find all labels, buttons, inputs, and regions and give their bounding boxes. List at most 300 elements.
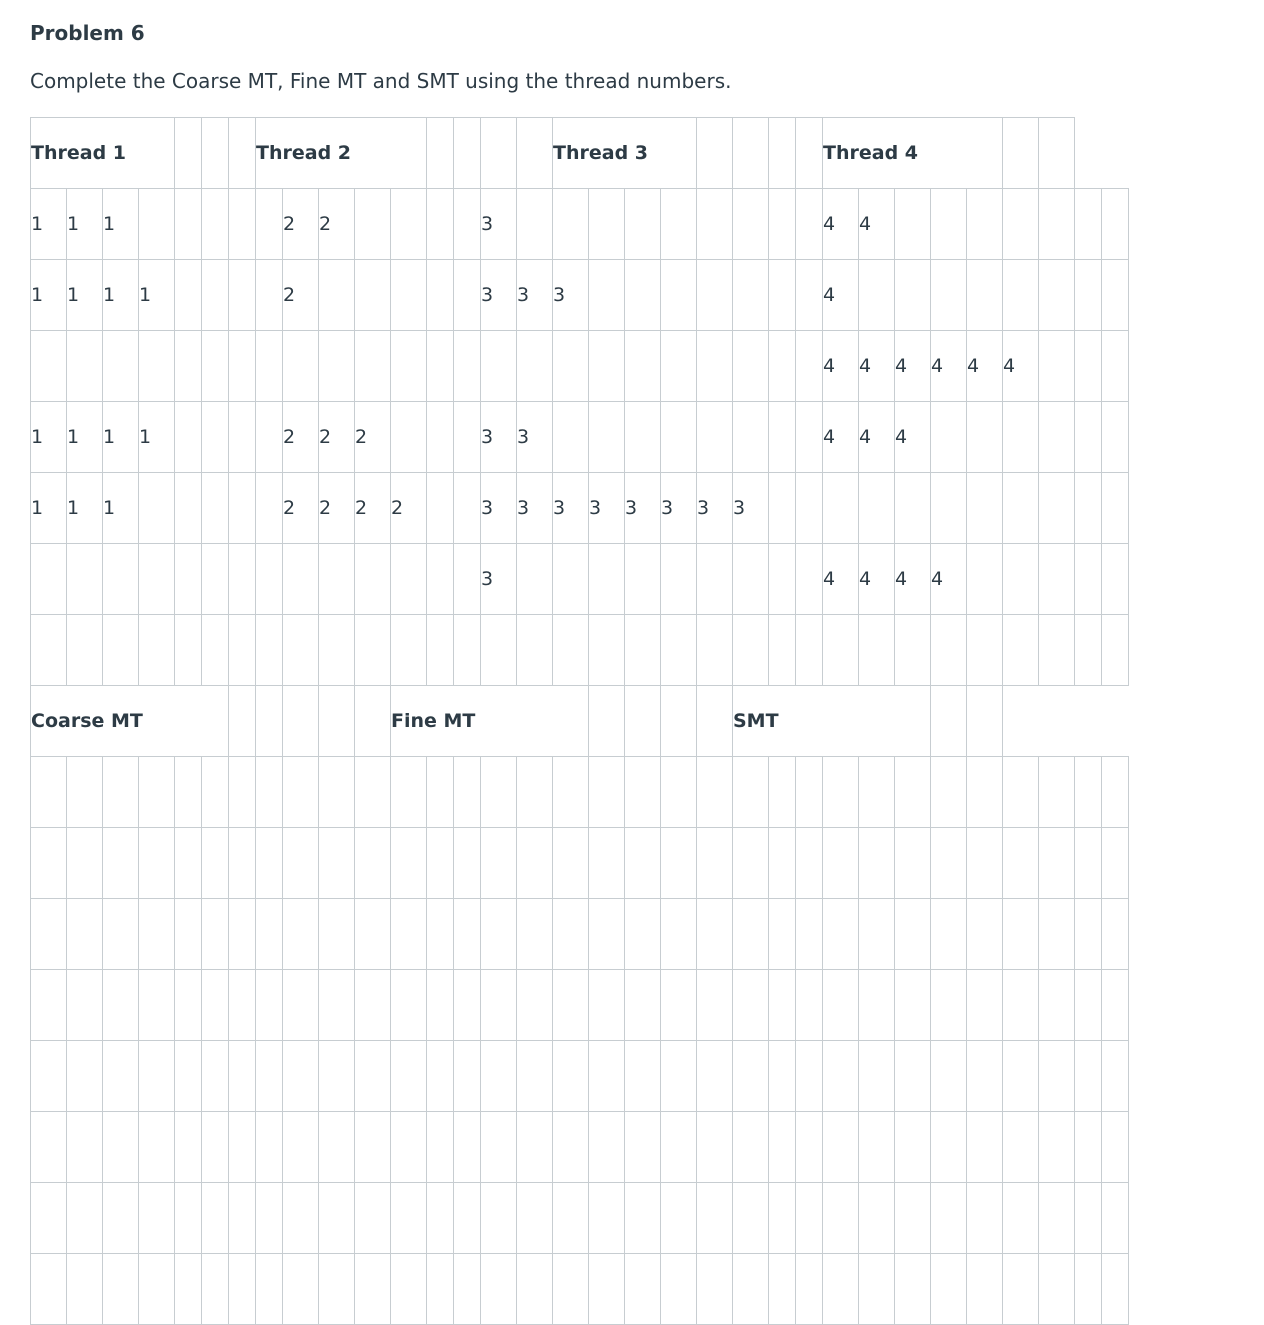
grid-cell <box>1075 473 1102 544</box>
answer-cell <box>454 1112 481 1183</box>
answer-cell <box>481 1183 517 1254</box>
answer-cell <box>355 1112 391 1183</box>
answer-cell <box>481 1112 517 1183</box>
grid-cell <box>553 402 589 473</box>
grid-cell: 1 <box>31 402 67 473</box>
answer-cell <box>589 1183 625 1254</box>
answer-cell <box>967 1254 1003 1325</box>
grid-cell: 4 <box>859 189 895 260</box>
answer-cell <box>67 1112 103 1183</box>
grid-cell <box>427 331 454 402</box>
answer-cell <box>859 899 895 970</box>
answer-cell <box>229 1112 256 1183</box>
grid-cell <box>1075 615 1102 686</box>
grid-cell <box>553 331 589 402</box>
answer-cell <box>283 1041 319 1112</box>
grid-cell <box>661 402 697 473</box>
answer-cell <box>769 1041 796 1112</box>
answer-cell <box>256 899 283 970</box>
grid-cell <box>202 331 229 402</box>
grid-cell <box>1075 260 1102 331</box>
grid-cell <box>931 473 967 544</box>
answer-cell <box>859 1254 895 1325</box>
grid-cell <box>931 189 967 260</box>
answer-cell <box>139 1254 175 1325</box>
grid-cell: 3 <box>625 473 661 544</box>
answer-cell <box>139 1112 175 1183</box>
thread-timeline-row <box>31 615 1129 686</box>
answer-row <box>31 757 1129 828</box>
answer-cell <box>859 1041 895 1112</box>
answer-cell <box>1102 1041 1129 1112</box>
answer-cell <box>697 1183 733 1254</box>
grid-cell <box>895 189 931 260</box>
grid-cell <box>1003 473 1039 544</box>
grid-cell <box>229 331 256 402</box>
grid-cell <box>391 189 427 260</box>
answer-cell <box>625 899 661 970</box>
grid-cell <box>256 615 283 686</box>
answer-row <box>31 899 1129 970</box>
grid-cell <box>553 615 589 686</box>
answer-cell <box>661 1183 697 1254</box>
answer-cell <box>1003 970 1039 1041</box>
answer-cell <box>391 828 427 899</box>
answer-cell <box>895 1041 931 1112</box>
grid-cell <box>175 260 202 331</box>
answer-cell <box>553 1254 589 1325</box>
grid-cell <box>139 615 175 686</box>
grid-cell <box>625 331 661 402</box>
answer-cell <box>283 1254 319 1325</box>
answer-cell <box>697 757 733 828</box>
answer-cell <box>355 1183 391 1254</box>
grid-cell <box>1075 544 1102 615</box>
grid-cell <box>283 331 319 402</box>
thread-timeline-row <box>31 544 1129 615</box>
grid-cell <box>967 402 1003 473</box>
answer-cell <box>823 1254 859 1325</box>
answer-cell <box>1003 828 1039 899</box>
answer-cell <box>697 1041 733 1112</box>
answer-cell <box>481 1254 517 1325</box>
coarse-mt-header: Coarse MT <box>31 686 229 757</box>
grid-cell: 3 <box>553 473 589 544</box>
grid-cell <box>1003 189 1039 260</box>
grid-cell <box>391 544 427 615</box>
answer-cell <box>67 757 103 828</box>
answer-cell <box>283 1112 319 1183</box>
answer-row <box>31 828 1129 899</box>
answer-cell <box>67 1183 103 1254</box>
grid-cell <box>1039 402 1075 473</box>
grid-cell <box>391 331 427 402</box>
grid-cell: 2 <box>283 189 319 260</box>
answer-cell <box>823 970 859 1041</box>
answer-cell <box>697 1112 733 1183</box>
grid-cell <box>967 544 1003 615</box>
answer-cell <box>1075 1254 1102 1325</box>
answer-cell <box>391 970 427 1041</box>
answer-cell <box>454 1041 481 1112</box>
grid-cell: 4 <box>823 544 859 615</box>
answer-cell <box>391 1254 427 1325</box>
timeline-grid <box>30 117 1129 1325</box>
answer-cell <box>1003 1254 1039 1325</box>
answer-cell <box>427 828 454 899</box>
thread-timeline-row <box>31 260 1129 331</box>
answer-cell <box>103 1112 139 1183</box>
answer-cell <box>355 828 391 899</box>
grid-cell <box>1039 331 1075 402</box>
answer-cell <box>589 828 625 899</box>
grid-cell <box>769 402 796 473</box>
answer-cell <box>319 1183 355 1254</box>
answer-cell <box>256 1254 283 1325</box>
answer-cell <box>139 970 175 1041</box>
grid-cell <box>769 473 796 544</box>
answer-cell <box>625 970 661 1041</box>
answer-cell <box>139 828 175 899</box>
header-cell <box>427 118 454 189</box>
grid-cell: 4 <box>967 331 1003 402</box>
answer-cell <box>202 1183 229 1254</box>
answer-cell <box>103 1183 139 1254</box>
thread-header-row <box>31 118 1129 189</box>
answer-cell <box>823 1183 859 1254</box>
grid-cell <box>139 331 175 402</box>
answer-cell <box>1003 1041 1039 1112</box>
answer-cell <box>481 1041 517 1112</box>
grid-cell: 1 <box>67 402 103 473</box>
grid-cell: 3 <box>733 473 769 544</box>
grid-cell: 2 <box>355 402 391 473</box>
answer-cell <box>1102 757 1129 828</box>
answer-cell <box>391 1183 427 1254</box>
grid-cell: 1 <box>139 260 175 331</box>
grid-cell <box>427 189 454 260</box>
answer-cell <box>427 1112 454 1183</box>
answer-cell <box>796 1183 823 1254</box>
grid-cell: 3 <box>481 473 517 544</box>
grid-cell: 1 <box>103 402 139 473</box>
grid-cell: 3 <box>517 473 553 544</box>
header-cell <box>697 118 733 189</box>
answer-cell <box>202 1041 229 1112</box>
grid-cell: 4 <box>931 544 967 615</box>
header-cell <box>229 118 256 189</box>
grid-cell <box>67 331 103 402</box>
grid-cell <box>553 189 589 260</box>
grid-cell <box>229 544 256 615</box>
answer-cell <box>454 899 481 970</box>
answer-cell <box>256 1112 283 1183</box>
answer-cell <box>175 1254 202 1325</box>
answer-cell <box>895 899 931 970</box>
answer-cell <box>67 1254 103 1325</box>
smt-header: SMT <box>733 686 931 757</box>
answer-cell <box>733 828 769 899</box>
grid-cell <box>67 615 103 686</box>
answer-cell <box>733 899 769 970</box>
grid-cell <box>769 615 796 686</box>
answer-cell <box>931 1112 967 1183</box>
answer-cell <box>967 1041 1003 1112</box>
grid-cell <box>697 615 733 686</box>
grid-cell <box>697 189 733 260</box>
grid-cell <box>1039 544 1075 615</box>
grid-cell <box>256 260 283 331</box>
grid-cell <box>967 473 1003 544</box>
grid-cell: 4 <box>931 331 967 402</box>
answer-cell <box>931 1041 967 1112</box>
answer-cell <box>553 828 589 899</box>
answer-cell <box>283 970 319 1041</box>
grid-cell <box>139 473 175 544</box>
answer-cell <box>859 757 895 828</box>
grid-cell <box>796 544 823 615</box>
header-cell <box>319 686 355 757</box>
answer-cell <box>67 1041 103 1112</box>
answer-cell <box>796 1254 823 1325</box>
answer-cell <box>67 828 103 899</box>
header-cell <box>733 118 769 189</box>
grid-cell <box>175 402 202 473</box>
answer-cell <box>895 1112 931 1183</box>
grid-cell: 3 <box>481 260 517 331</box>
answer-cell <box>931 828 967 899</box>
answer-cell <box>31 1183 67 1254</box>
grid-cell <box>769 544 796 615</box>
problem-title: Problem 6 <box>30 21 145 45</box>
answer-cell <box>256 828 283 899</box>
answer-cell <box>391 1112 427 1183</box>
grid-cell <box>229 189 256 260</box>
answer-cell <box>31 899 67 970</box>
grid-cell <box>625 402 661 473</box>
grid-cell: 3 <box>661 473 697 544</box>
answer-row <box>31 1183 1129 1254</box>
grid-cell <box>517 544 553 615</box>
header-cell <box>481 118 517 189</box>
grid-cell <box>589 544 625 615</box>
grid-cell: 3 <box>517 260 553 331</box>
answer-cell <box>1075 757 1102 828</box>
grid-cell <box>427 402 454 473</box>
header-cell <box>769 118 796 189</box>
grid-cell: 2 <box>319 189 355 260</box>
timeline-grid-container <box>30 117 1129 1325</box>
answer-cell <box>139 757 175 828</box>
thread-2-header: Thread 2 <box>256 118 427 189</box>
answer-cell <box>769 757 796 828</box>
grid-cell <box>796 402 823 473</box>
grid-cell <box>769 260 796 331</box>
answer-cell <box>202 899 229 970</box>
answer-cell <box>769 1254 796 1325</box>
answer-cell <box>481 828 517 899</box>
grid-cell <box>661 260 697 331</box>
grid-cell <box>859 260 895 331</box>
grid-cell <box>1102 189 1129 260</box>
grid-cell <box>733 189 769 260</box>
answer-cell <box>823 828 859 899</box>
answer-cell <box>553 1112 589 1183</box>
grid-cell <box>697 331 733 402</box>
answer-cell <box>283 899 319 970</box>
grid-cell <box>175 473 202 544</box>
grid-cell: 3 <box>517 402 553 473</box>
grid-cell <box>589 331 625 402</box>
answer-cell <box>1075 1112 1102 1183</box>
answer-cell <box>589 970 625 1041</box>
answer-cell <box>823 1112 859 1183</box>
answer-cell <box>1102 1183 1129 1254</box>
answer-cell <box>859 1112 895 1183</box>
header-cell <box>967 686 1003 757</box>
answer-cell <box>391 757 427 828</box>
header-cell <box>283 686 319 757</box>
answer-cell <box>625 828 661 899</box>
answer-cell <box>796 1041 823 1112</box>
answer-cell <box>175 1183 202 1254</box>
answer-cell <box>697 970 733 1041</box>
answer-cell <box>931 970 967 1041</box>
grid-cell <box>733 544 769 615</box>
grid-cell: 4 <box>859 331 895 402</box>
grid-cell <box>202 615 229 686</box>
answer-cell <box>454 828 481 899</box>
answer-cell <box>355 970 391 1041</box>
answer-cell <box>1102 1254 1129 1325</box>
grid-cell <box>391 615 427 686</box>
grid-cell <box>202 189 229 260</box>
grid-cell: 4 <box>823 260 859 331</box>
grid-cell <box>229 402 256 473</box>
grid-cell <box>967 189 1003 260</box>
grid-cell <box>1102 615 1129 686</box>
grid-cell <box>1075 402 1102 473</box>
grid-cell <box>931 615 967 686</box>
grid-cell: 3 <box>481 189 517 260</box>
grid-cell <box>1102 544 1129 615</box>
answer-cell <box>31 1254 67 1325</box>
answer-cell <box>517 757 553 828</box>
answer-cell <box>967 899 1003 970</box>
answer-cell <box>661 1112 697 1183</box>
grid-cell <box>454 473 481 544</box>
answer-cell <box>355 1041 391 1112</box>
grid-cell <box>1075 331 1102 402</box>
grid-cell <box>517 615 553 686</box>
grid-cell <box>139 189 175 260</box>
schedule-header-row <box>31 686 1129 757</box>
grid-cell <box>355 331 391 402</box>
answer-cell <box>481 757 517 828</box>
header-cell <box>1039 118 1075 189</box>
answer-cell <box>229 899 256 970</box>
answer-cell <box>229 1041 256 1112</box>
answer-cell <box>319 1041 355 1112</box>
answer-cell <box>1039 1183 1075 1254</box>
grid-cell: 1 <box>31 473 67 544</box>
answer-cell <box>175 970 202 1041</box>
answer-cell <box>103 1041 139 1112</box>
grid-cell <box>202 473 229 544</box>
answer-cell <box>661 899 697 970</box>
answer-cell <box>229 970 256 1041</box>
grid-cell: 4 <box>895 402 931 473</box>
answer-cell <box>1039 1112 1075 1183</box>
answer-cell <box>796 970 823 1041</box>
answer-cell <box>796 757 823 828</box>
header-cell <box>229 686 256 757</box>
grid-cell <box>175 544 202 615</box>
grid-cell <box>1003 544 1039 615</box>
answer-cell <box>931 899 967 970</box>
grid-cell <box>202 544 229 615</box>
answer-cell <box>931 1254 967 1325</box>
grid-cell <box>427 544 454 615</box>
grid-cell <box>823 615 859 686</box>
answer-cell <box>1039 970 1075 1041</box>
grid-cell <box>697 260 733 331</box>
grid-cell <box>517 189 553 260</box>
answer-cell <box>517 970 553 1041</box>
grid-cell <box>589 402 625 473</box>
grid-cell <box>589 260 625 331</box>
grid-cell <box>454 402 481 473</box>
answer-cell <box>625 1112 661 1183</box>
answer-cell <box>1075 1041 1102 1112</box>
answer-cell <box>733 1041 769 1112</box>
answer-cell <box>931 1183 967 1254</box>
grid-cell <box>391 402 427 473</box>
header-cell <box>796 118 823 189</box>
answer-cell <box>859 1183 895 1254</box>
grid-cell: 4 <box>823 331 859 402</box>
grid-cell: 4 <box>895 331 931 402</box>
answer-cell <box>391 899 427 970</box>
grid-cell <box>256 544 283 615</box>
answer-cell <box>103 828 139 899</box>
answer-cell <box>1075 1183 1102 1254</box>
fine-mt-header: Fine MT <box>391 686 589 757</box>
answer-cell <box>1039 899 1075 970</box>
answer-cell <box>283 1183 319 1254</box>
answer-cell <box>895 970 931 1041</box>
answer-cell <box>229 757 256 828</box>
grid-cell <box>796 331 823 402</box>
answer-cell <box>202 1112 229 1183</box>
grid-cell <box>202 402 229 473</box>
answer-cell <box>31 1041 67 1112</box>
grid-cell <box>175 331 202 402</box>
grid-cell <box>454 260 481 331</box>
answer-cell <box>319 970 355 1041</box>
grid-cell: 4 <box>859 544 895 615</box>
answer-cell <box>481 970 517 1041</box>
grid-cell <box>895 260 931 331</box>
answer-cell <box>1102 1112 1129 1183</box>
answer-cell <box>319 1254 355 1325</box>
grid-cell: 3 <box>589 473 625 544</box>
answer-cell <box>256 757 283 828</box>
grid-cell <box>796 615 823 686</box>
grid-cell <box>796 260 823 331</box>
grid-cell: 2 <box>283 402 319 473</box>
answer-cell <box>454 1254 481 1325</box>
